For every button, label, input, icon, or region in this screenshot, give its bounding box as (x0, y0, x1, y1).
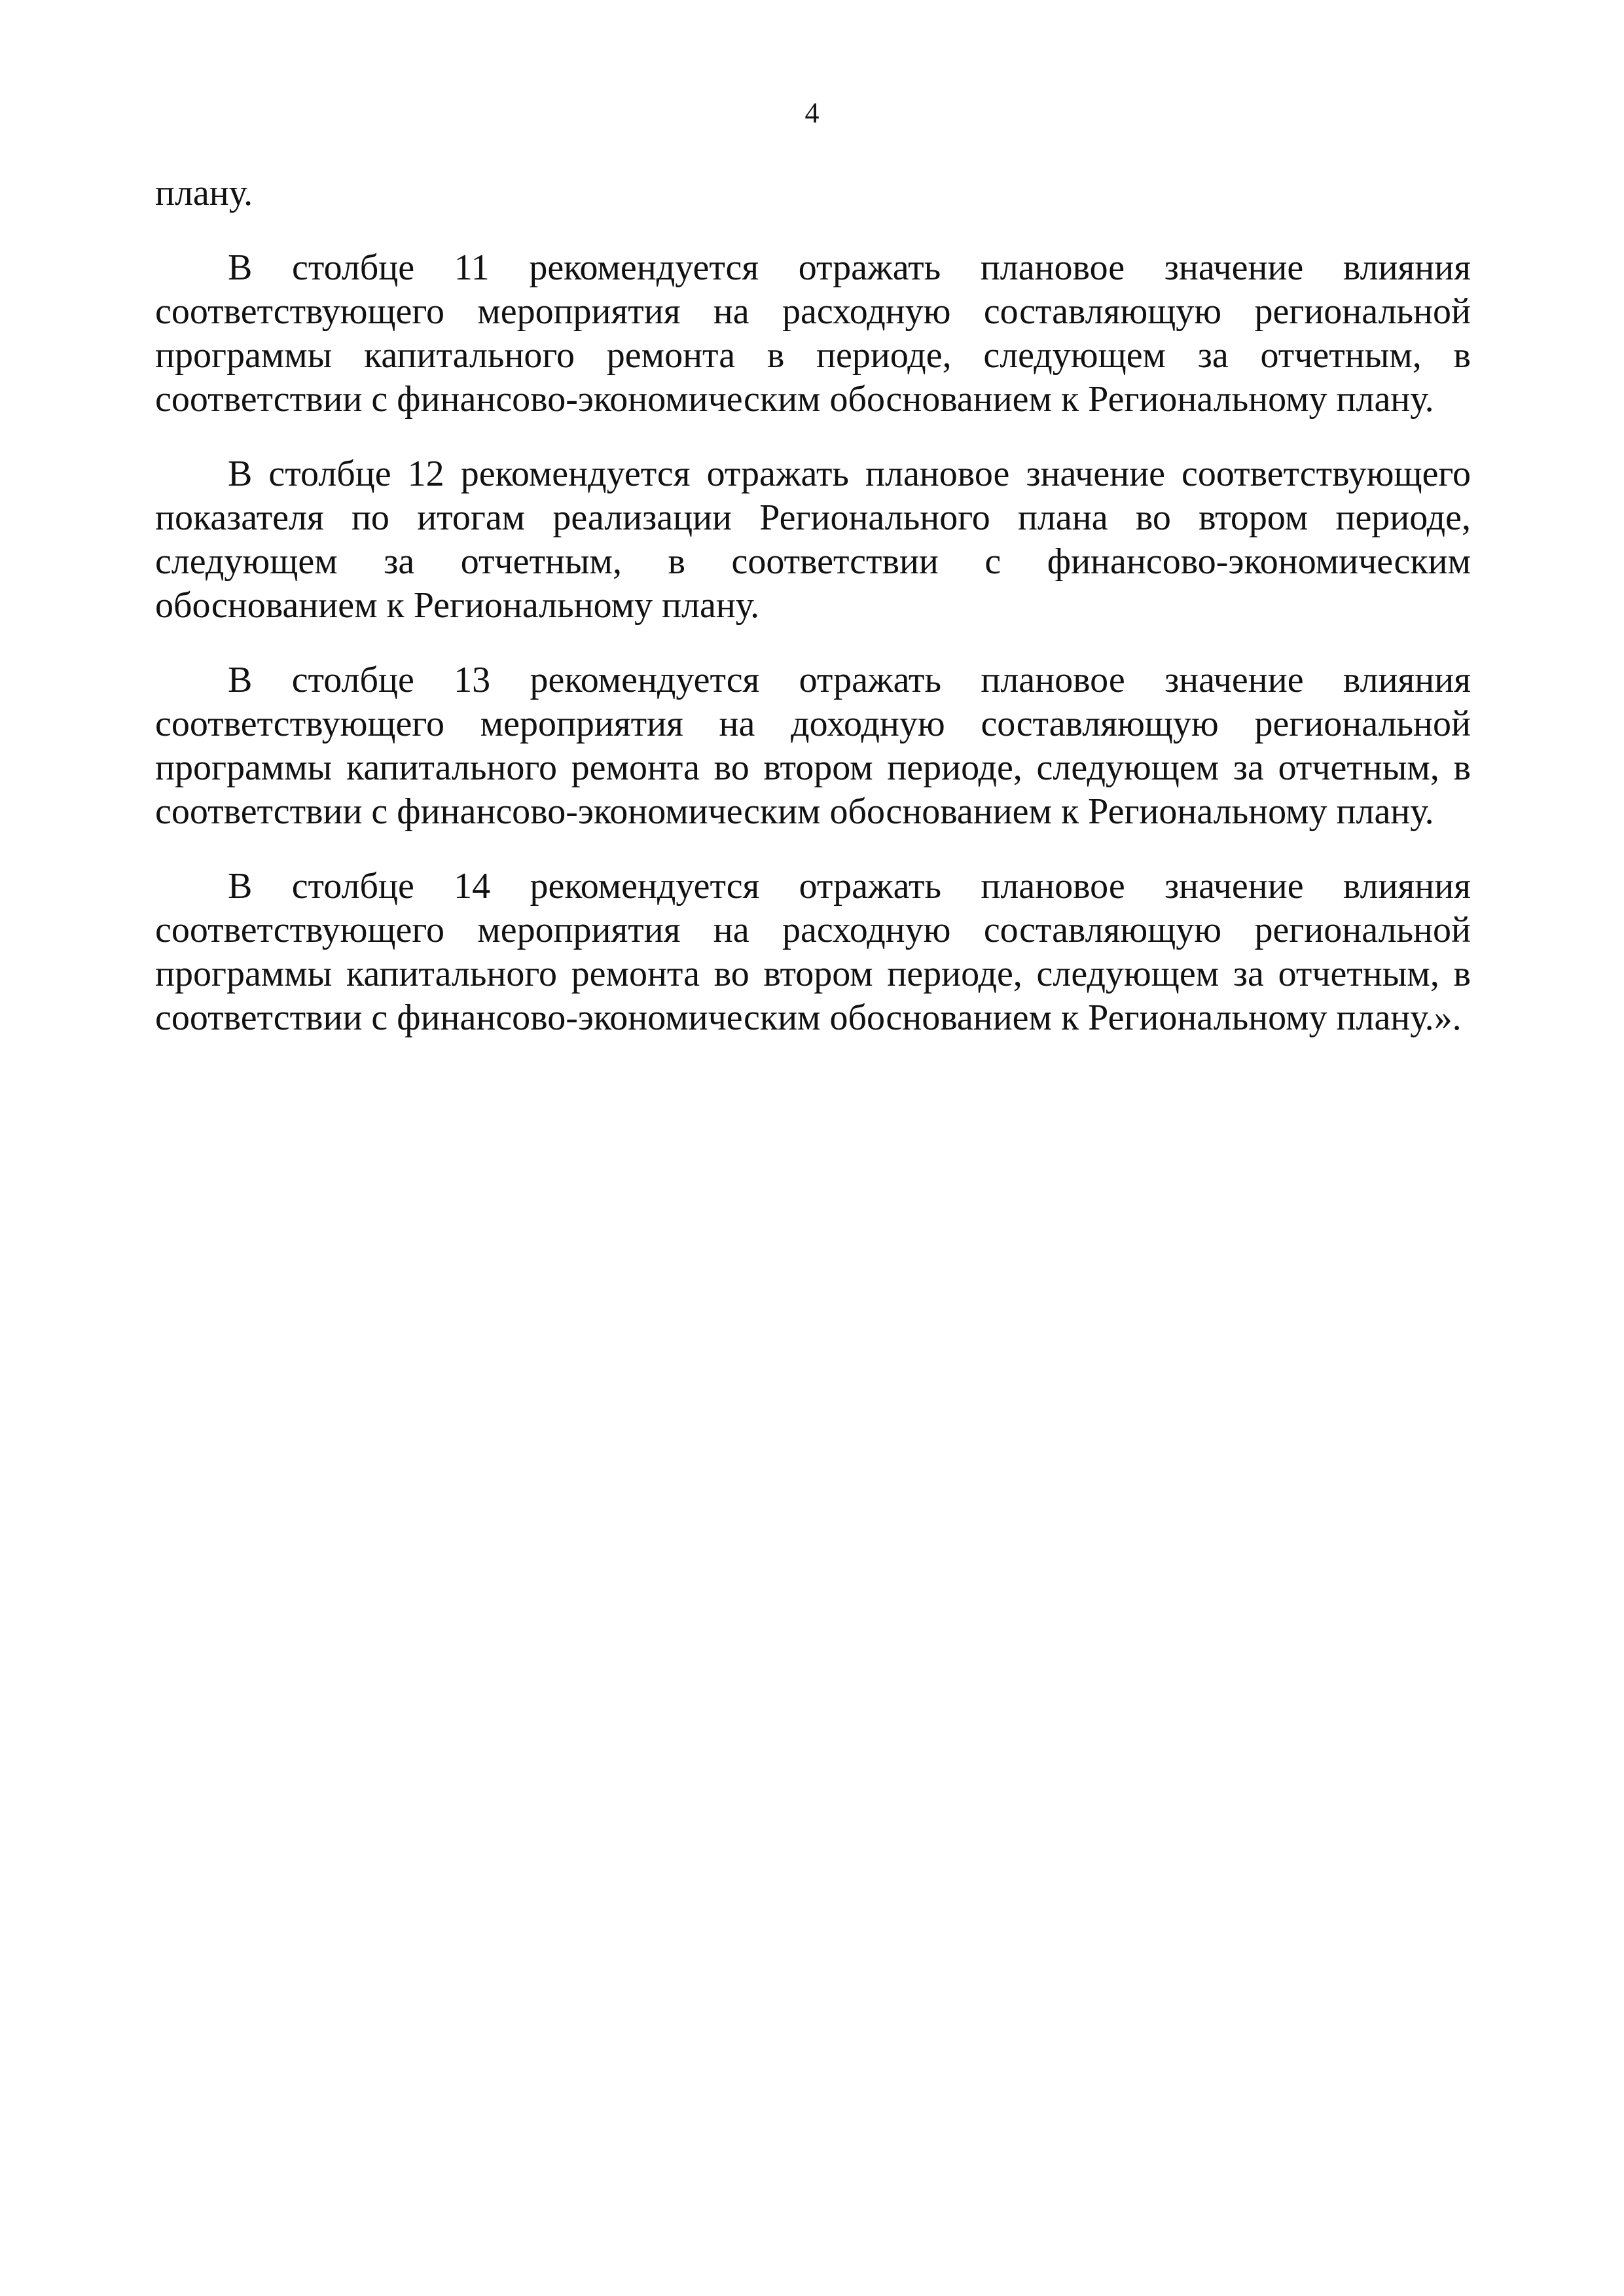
paragraph-column-14: В столбце 14 рекомендуется отражать плановое значение влияния соответствующего мероприятия на расходную составляющую региональной программы капитального ремонта во втором периоде, следующем за отчетным, в соответствии с финансово-экономическим обоснованием к Региональному плану.». (155, 866, 1471, 1038)
paragraph-column-11: В столбце 11 рекомендуется отражать плановое значение влияния соответствующего мероприятия на расходную составляющую региональной программы капитального ремонта в периоде, следующем за отчетным, в соответствии с финансово-экономическим обоснованием к Региональному плану. (155, 247, 1471, 420)
page-number: 4 (804, 97, 820, 129)
paragraph-column-13: В столбце 13 рекомендуется отражать плановое значение влияния соответствующего мероприятия на доходную составляющую региональной программы капитального ремонта во втором периоде, следующем за отчетным, в соответствии с финансово-экономическим обоснованием к Региональному плану. (155, 660, 1471, 832)
document-body (155, 171, 1471, 1040)
paragraph-column-12: В столбце 12 рекомендуется отражать плановое значение соответствующего показателя по итогам реализации Регионального плана во втором периоде, следующем за отчетным, в соответствии с финансово-экономическим обоснованием к Региональному плану. (155, 454, 1471, 626)
paragraph-continuation: плану. (155, 173, 253, 213)
